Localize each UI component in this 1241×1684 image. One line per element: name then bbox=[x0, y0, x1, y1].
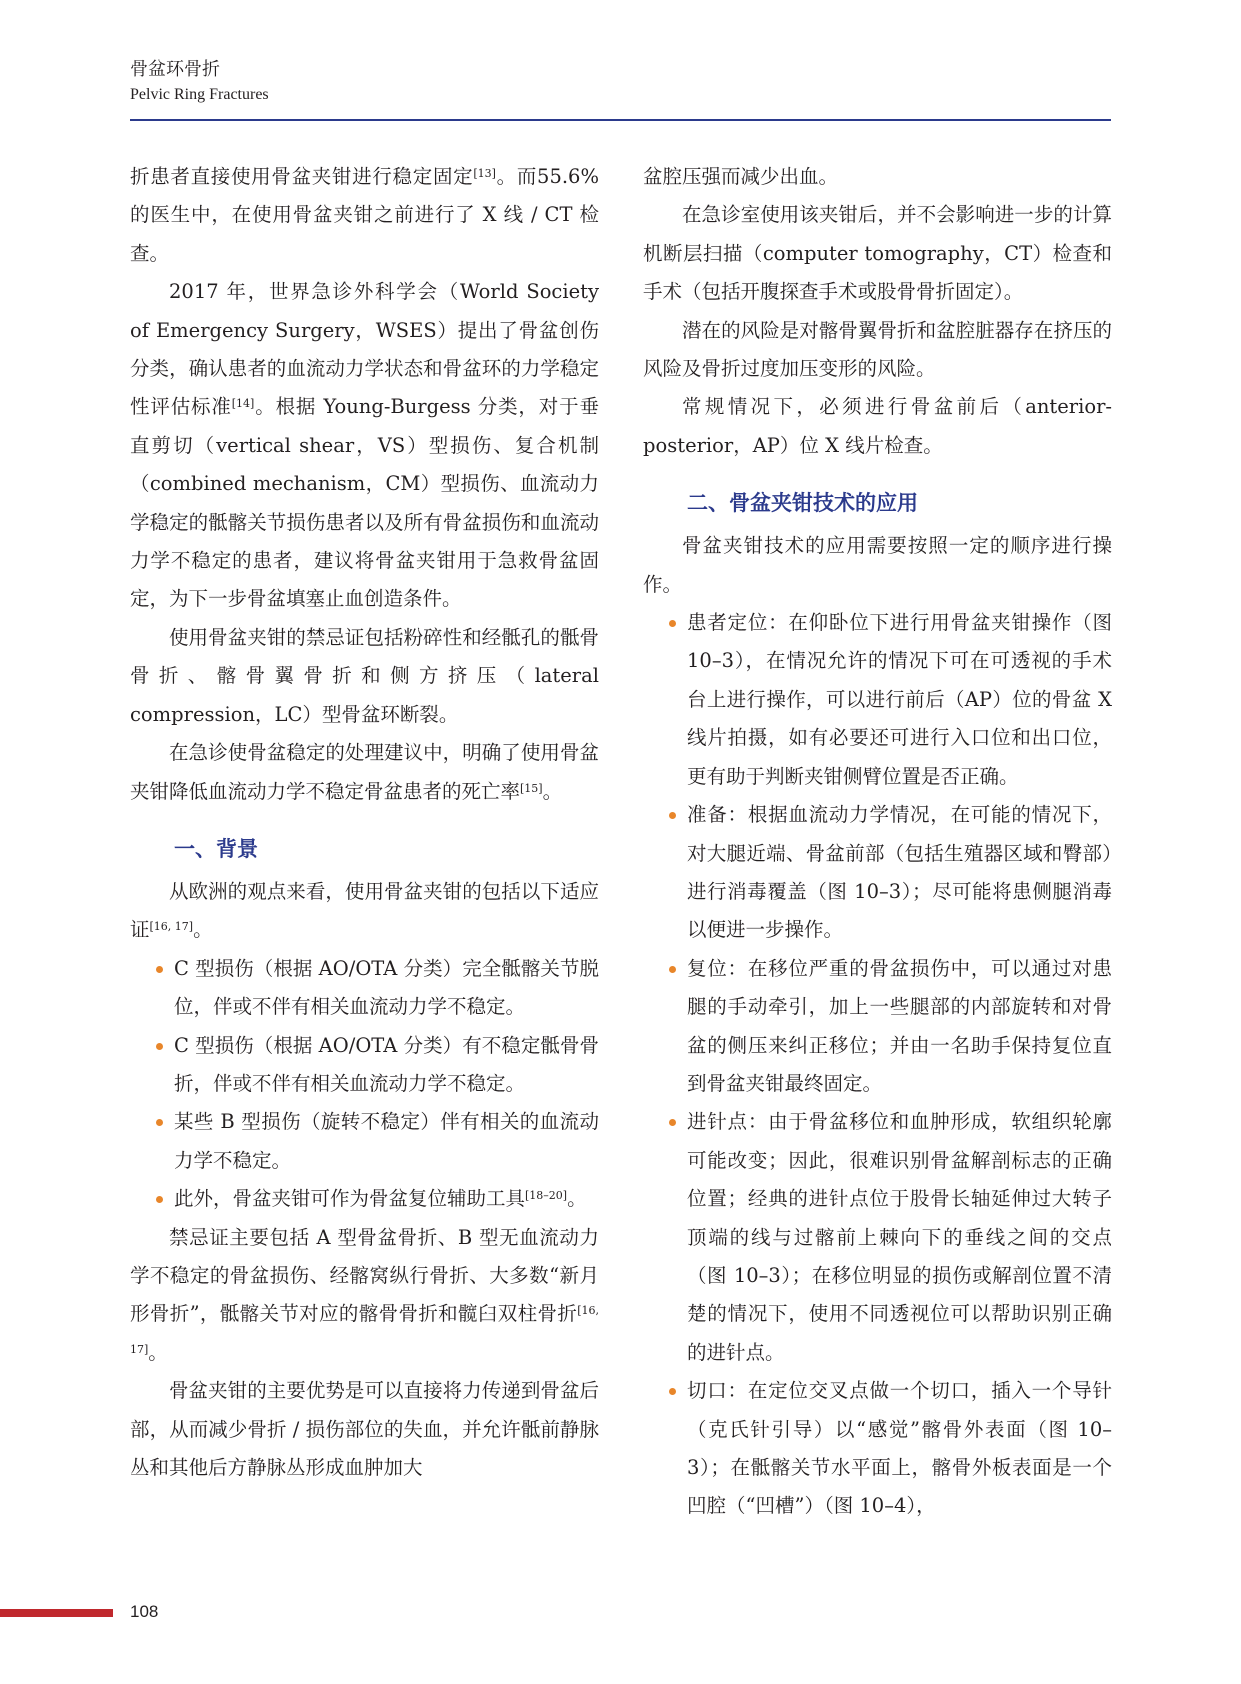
bullet-dot-icon bbox=[156, 1119, 163, 1126]
section-heading-technique: 二、骨盆夹钳技术的应用 bbox=[687, 491, 918, 516]
paragraph: 潜在的风险是对髂骨翼骨折和盆腔脏器存在挤压的风险及骨折过度加压变形的风险。 bbox=[643, 318, 1112, 381]
list-item: 患者定位：在仰卧位下进行用骨盆夹钳操作（图 10–3），在情况允许的情况下可在可透视的手术台上进行操作，可以进行前后（AP）位的骨盆 X 线片拍摄，如有必要还可进行入口位和出口位，更有助于判断夹钳侧臂位置是否正确。 bbox=[643, 604, 1112, 796]
right-column bbox=[643, 158, 1112, 1526]
paragraph: 使用骨盆夹钳的禁忌证包括粉碎性和经骶孔的骶骨骨折、髂骨翼骨折和侧方挤压（lateral compression，LC）型骨盆环断裂。 bbox=[130, 625, 599, 726]
header-rule bbox=[130, 119, 1111, 121]
technique-steps-list bbox=[643, 604, 1112, 1526]
left-column bbox=[130, 158, 599, 1487]
citation: [16, 17] bbox=[149, 920, 194, 934]
list-item: C 型损伤（根据 AO/OTA 分类）完全骶髂关节脱位，伴或不伴有相关血流动力学不稳定。 bbox=[130, 950, 599, 1027]
paragraph: 在急诊室使用该夹钳后，并不会影响进一步的计算机断层扫描（computer tomography，CT）检查和手术（包括开腹探查手术或股骨骨折固定）。 bbox=[643, 203, 1112, 304]
list-item: 复位：在移位严重的骨盆损伤中，可以通过对患腿的手动牵引，加上一些腿部的内部旋转和对骨盆的侧压来纠正移位；并由一名助手保持复位直到骨盆夹钳最终固定。 bbox=[643, 950, 1112, 1104]
citation: [13] bbox=[473, 167, 496, 180]
bullet-dot-icon bbox=[669, 812, 676, 819]
list-item: 某些 B 型损伤（旋转不稳定）伴有相关的血流动力学不稳定。 bbox=[130, 1103, 599, 1180]
citation: [14] bbox=[231, 397, 255, 411]
bullet-dot-icon bbox=[669, 1388, 676, 1395]
paragraph: 常规情况下，必须进行骨盆前后（anterior-posterior，AP）位 X 线片检查。 bbox=[643, 395, 1112, 457]
list-item: 此外，骨盆夹钳可作为骨盆复位辅助工具[18–20]。 bbox=[130, 1180, 599, 1218]
bullet-dot-icon bbox=[156, 966, 163, 973]
paragraph: 在急诊使骨盆稳定的处理建议中，明确了使用骨盆夹钳降低血流动力学不稳定骨盆患者的死亡率[15]。 bbox=[130, 741, 599, 803]
citation: [18–20] bbox=[525, 1189, 568, 1203]
list-item: 切口：在定位交叉点做一个切口，插入一个导针（克氏针引导）以“感觉”髂骨外表面（图 10–3）；在骶髂关节水平面上，髂骨外板表面是一个凹腔（“凹槽”）（图 10–4）， bbox=[643, 1372, 1112, 1526]
citation: [15] bbox=[520, 781, 543, 795]
paragraph: 2017 年，世界急诊外科学会（World Society of Emergency Surgery，WSES）提出了骨盆创伤分类，确认患者的血流动力学状态和骨盆环的力学稳定性评估标准[14]。根据 Young-Burgess 分类，对于垂直剪切（vertical shear，VS）型损伤、复合机制（combined mechanism，CM）型损伤、血流动力学稳定的骶髂关节损伤患者以及所有骨盆损伤和血流动力学不稳定的患者，建议将骨盆夹钳用于急救骨盆固定，为下一步骨盆填塞止血创造条件。 bbox=[130, 280, 599, 611]
paragraph: 从欧洲的观点来看，使用骨盆夹钳的包括以下适应证[16, 17]。 bbox=[130, 879, 599, 942]
citation: [16, 17] bbox=[130, 1304, 599, 1356]
list-item: C 型损伤（根据 AO/OTA 分类）有不稳定骶骨骨折，伴或不伴有相关血流动力学不稳定。 bbox=[130, 1027, 599, 1104]
page-number: 108 bbox=[130, 1602, 159, 1621]
section-heading-background: 一、背景 bbox=[174, 836, 258, 861]
bullet-dot-icon bbox=[669, 966, 676, 973]
list-item: 准备：根据血流动力学情况，在可能的情况下，对大腿近端、骨盆前部（包括生殖器区域和臀部）进行消毒覆盖（图 10–3）；尽可能将患侧腿消毒以便进一步操作。 bbox=[643, 796, 1112, 950]
paragraph: 禁忌证主要包括 A 型骨盆骨折、B 型无血流动力学不稳定的骨盆损伤、经髂窝纵行骨折、大多数“新月形骨折”，骶髂关节对应的髂骨骨折和髋臼双柱骨折[16, 17]。 bbox=[130, 1225, 599, 1364]
bullet-dot-icon bbox=[156, 1196, 163, 1203]
paragraph: 折患者直接使用骨盆夹钳进行稳定固定[13]。而55.6% 的医生中，在使用骨盆夹钳之前进行了 X 线 / CT 检查。 bbox=[130, 165, 599, 265]
indications-list bbox=[130, 950, 599, 1219]
bullet-dot-icon bbox=[669, 1119, 676, 1126]
running-head-title-cn: 骨盆环骨折 bbox=[130, 59, 220, 80]
list-item: 进针点：由于骨盆移位和血肿形成，软组织轮廓可能改变；因此，很难识别骨盆解剖标志的正确位置；经典的进针点位于股骨长轴延伸过大转子顶端的线与过髂前上棘向下的垂线之间的交点（图 10–3）；在移位明显的损伤或解剖位置不清楚的情况下，使用不同透视位可以帮助识别正确的进针点。 bbox=[643, 1103, 1112, 1372]
paragraph: 骨盆夹钳技术的应用需要按照一定的顺序进行操作。 bbox=[643, 534, 1112, 596]
paragraph: 骨盆夹钳的主要优势是可以直接将力传递到骨盆后部，从而减少骨折 / 损伤部位的失血，并允许骶前静脉丛和其他后方静脉丛形成血肿加大 bbox=[130, 1379, 599, 1479]
footer-accent-bar bbox=[0, 1609, 113, 1617]
bullet-dot-icon bbox=[156, 1043, 163, 1050]
paragraph: 盆腔压强而减少出血。 bbox=[643, 165, 839, 188]
running-head bbox=[130, 58, 269, 106]
bullet-dot-icon bbox=[669, 620, 676, 627]
running-head-title-en: Pelvic Ring Fractures bbox=[130, 86, 269, 103]
